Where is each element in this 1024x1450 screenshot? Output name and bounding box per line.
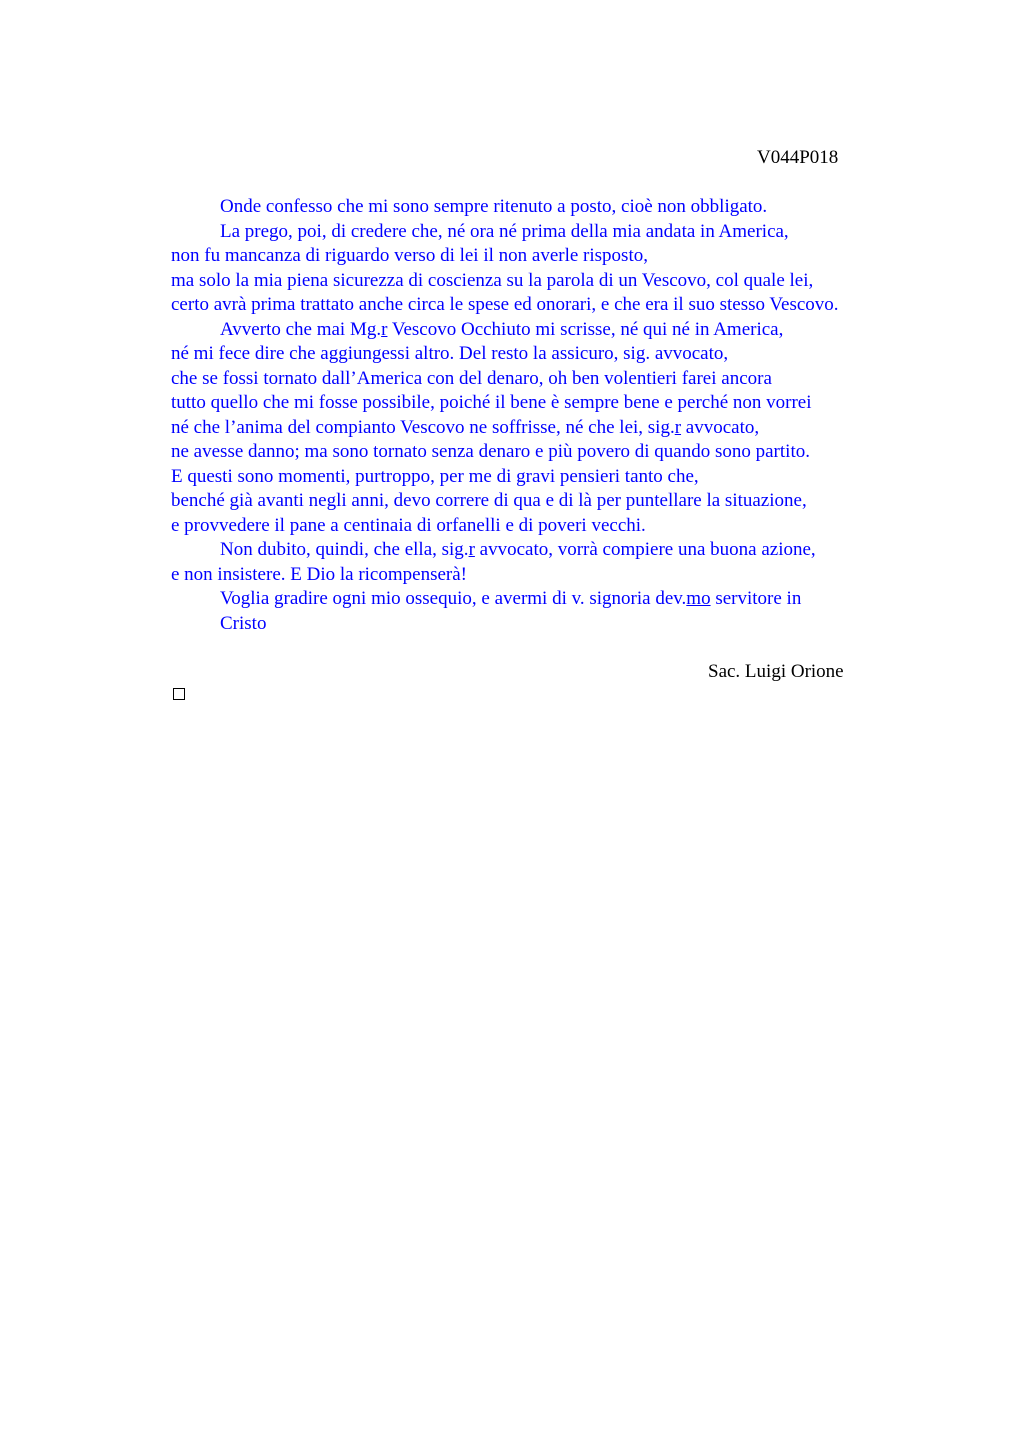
text-line: che se fossi tornato dall’America con del denaro, oh ben volentieri farei ancora	[171, 367, 772, 389]
text-line: e non insistere. E Dio la ricompenserà!	[171, 563, 467, 585]
letter-body	[171, 195, 931, 636]
text-line: Onde confesso che mi sono sempre ritenuto a posto, cioè non obbligato.	[220, 196, 768, 217]
text-segment: Voglia gradire ogni mio ossequio, e avermi di v. signoria dev.	[220, 588, 687, 609]
text-line: E questi sono momenti, purtroppo, per me di gravi pensieri tanto che,	[171, 465, 699, 487]
text-line	[171, 538, 931, 563]
text-line: benché già avanti negli anni, devo correre di qua e di là per puntellare la situazione,	[171, 490, 807, 511]
text-line: e provvedere il pane a centinaia di orfanelli e di poveri vecchi.	[171, 514, 646, 536]
text-line	[171, 587, 931, 612]
text-segment: Non dubito, quindi, che ella, sig.	[220, 539, 469, 560]
text-line: ne avesse danno; ma sono tornato senza denaro e più povero di quando sono partito.	[171, 441, 810, 462]
page-id: V044P018	[757, 147, 839, 168]
text-line: La prego, poi, di credere che, né ora né prima della mia andata in America,	[220, 220, 789, 242]
text-segment: avvocato, vorrà compiere una buona azione,	[474, 539, 816, 560]
abbreviation-superscript: mo	[686, 588, 711, 609]
abbreviation-superscript: r	[468, 539, 475, 560]
text-segment: avvocato,	[681, 416, 760, 438]
signature: Sac. Luigi Orione	[708, 661, 844, 682]
text-line	[171, 318, 931, 343]
text-segment: né che l’anima del compianto Vescovo ne soffrisse, né che lei, sig.	[171, 416, 675, 438]
text-line: né mi fece dire che aggiungessi altro. Del resto la assicuro, sig. avvocato,	[171, 343, 729, 364]
square-outline-icon	[173, 688, 185, 700]
text-segment: servitore in	[710, 588, 802, 609]
text-line: ma solo la mia piena sicurezza di coscienza su la parola di un Vescovo, col quale lei,	[171, 269, 814, 291]
text-line	[171, 416, 931, 441]
text-segment: Avverto che mai Mg.	[220, 318, 382, 340]
text-line: Cristo	[220, 612, 267, 634]
text-line: tutto quello che mi fosse possibile, poiché il bene è sempre bene e perché non vorrei	[171, 392, 812, 413]
text-line: certo avrà prima trattato anche circa le spese ed onorari, e che era il suo stesso Vescovo.	[171, 294, 839, 315]
abbreviation-superscript: r	[381, 318, 388, 340]
text-segment: Vescovo Occhiuto mi scrisse, né qui né in America,	[387, 318, 784, 340]
abbreviation-superscript: r	[674, 416, 682, 438]
text-line: non fu mancanza di riguardo verso di lei il non averle risposto,	[171, 245, 648, 266]
